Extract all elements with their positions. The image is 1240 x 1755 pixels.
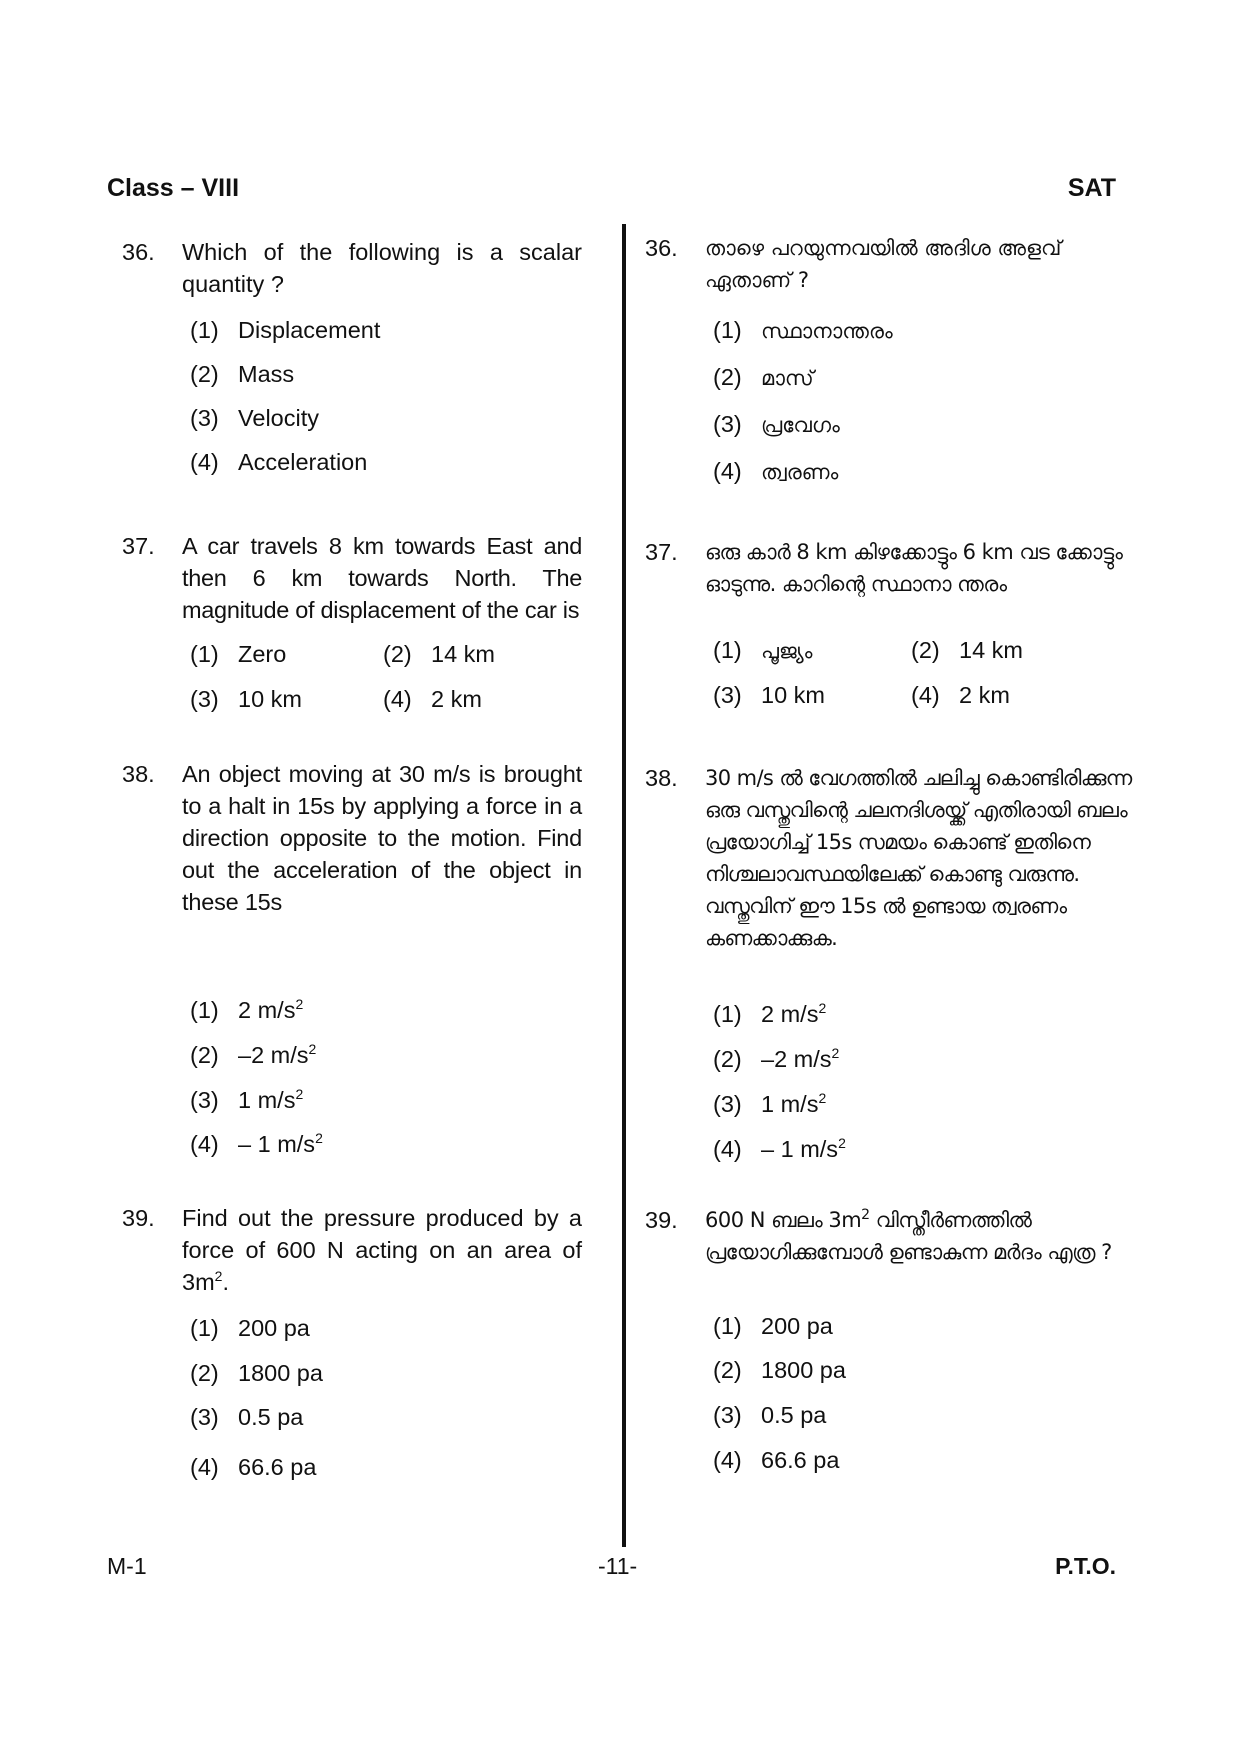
page-number: -11-: [598, 1553, 638, 1579]
column-divider: [622, 224, 626, 1547]
option-36-2-ml: (2) മാസ്: [713, 364, 814, 390]
question-number: 37.: [122, 533, 155, 559]
option-37-4-ml: (4) 2 km: [911, 682, 1010, 708]
option-38-1-ml: (1) 2 $m/s^2$: [713, 1000, 827, 1027]
question-stem: Which of the following is a scalar quantity ?: [182, 239, 582, 297]
option-37-1-en: (1) Zero: [190, 641, 287, 667]
footer-code: M-1: [107, 1553, 147, 1579]
option-38-3-ml: (3) 1 $m/s^2$: [713, 1090, 827, 1117]
question-number: 38.: [645, 765, 678, 791]
question-number: 38.: [122, 761, 155, 787]
question-stem: താഴെ പറയുന്നവയിൽ അദിശ അളവ് ഏതാണ് ?: [705, 236, 1062, 292]
question-number: 36.: [645, 235, 678, 261]
header-exam: SAT: [1067, 174, 1116, 202]
option-39-1-en: (1) 200 pa: [190, 1315, 310, 1341]
option-38-4-ml: (4) – 1 $m/s^2$: [713, 1135, 846, 1162]
option-38-2-en: (2) –2 $m/s^2$: [190, 1041, 317, 1068]
option-36-1-en: (1) Displacement: [190, 317, 381, 343]
option-39-2-en: (2) 1800 pa: [190, 1360, 323, 1386]
question-stem: 30 m/s ൽ വേഗത്തിൽ ചലിച്ചു കൊണ്ടിരിക്കുന്ന ഒരു വസ്തുവിന്റെ ചലനദിശയ്ക്ക് എതിരായി ബലം പ്രയോഗിച്ച് 15s സമയം കൊണ്ട് ഇതിനെ നിശ്ചലാവസ്ഥയിലേക്ക് കൊണ്ടു വരുന്നു. വസ്തുവിന് ഈ 15s ൽ ഉണ്ടായ ത്വരണം കണക്കാക്കുക.: [705, 766, 1132, 950]
option-38-4-en: (4) – 1 $m/s^2$: [190, 1130, 323, 1157]
option-36-4-ml: (4) ത്വരണം: [713, 458, 839, 484]
footer-pto: P.T.O.: [1055, 1553, 1116, 1579]
option-39-3-ml: (3) 0.5 pa: [713, 1402, 827, 1428]
question-number: 39.: [645, 1207, 678, 1233]
question-stem: 600 N ബലം $3m^2$ വിസ്തീർണത്തിൽ പ്രയോഗിക്കുമ്പോൾ ഉണ്ടാകുന്ന മർദം എത്ര ?: [705, 1207, 1112, 1264]
option-38-2-ml: (2) –2 $m/s^2$: [713, 1045, 840, 1072]
question-stem: An object moving at 30 m/s is brought to a halt in 15s by applying a force in a direction opposite to the motion. Find out the acceleration of the object in these 15s: [182, 761, 582, 915]
option-36-3-ml: (3) പ്രവേഗം: [713, 411, 840, 437]
question-stem: A car travels 8 km towards East and then 6 km towards North. The magnitude of displacement of the car is: [182, 533, 582, 623]
option-37-2-ml: (2) 14 km: [911, 637, 1023, 663]
question-number: 39.: [122, 1205, 155, 1231]
option-39-4-ml: (4) 66.6 pa: [713, 1447, 840, 1473]
question-stem: Find out the pressure produced by a force of 600 N acting on an area of $3m^2$.: [182, 1205, 582, 1295]
option-36-1-ml: (1) സ്ഥാനാന്തരം: [713, 317, 893, 343]
option-39-1-ml: (1) 200 pa: [713, 1313, 833, 1339]
option-37-3-ml: (3) 10 km: [713, 682, 825, 708]
option-36-4-en: (4) Acceleration: [190, 449, 368, 475]
option-36-3-en: (3) Velocity: [190, 405, 319, 431]
option-37-3-en: (3) 10 km: [190, 686, 302, 712]
header-class: Class – VIII: [107, 174, 240, 202]
option-37-2-en: (2) 14 km: [383, 641, 495, 667]
question-stem: ഒരു കാർ 8 km കിഴക്കോട്ടും 6 km വട ക്കോട്ടും ഓടുന്നു. കാറിന്റെ സ്ഥാനാ ന്തരം: [705, 540, 1123, 596]
option-37-1-ml: (1) പൂജ്യം: [713, 637, 813, 663]
option-39-2-ml: (2) 1800 pa: [713, 1357, 846, 1383]
option-39-4-en: (4) 66.6 pa: [190, 1454, 317, 1480]
option-37-4-en: (4) 2 km: [383, 686, 482, 712]
question-number: 36.: [122, 239, 155, 265]
option-38-1-en: (1) 2 $m/s^2$: [190, 996, 304, 1023]
question-number: 37.: [645, 539, 678, 565]
option-39-3-en: (3) 0.5 pa: [190, 1404, 304, 1430]
option-36-2-en: (2) Mass: [190, 361, 295, 387]
option-38-3-en: (3) 1 $m/s^2$: [190, 1086, 304, 1113]
